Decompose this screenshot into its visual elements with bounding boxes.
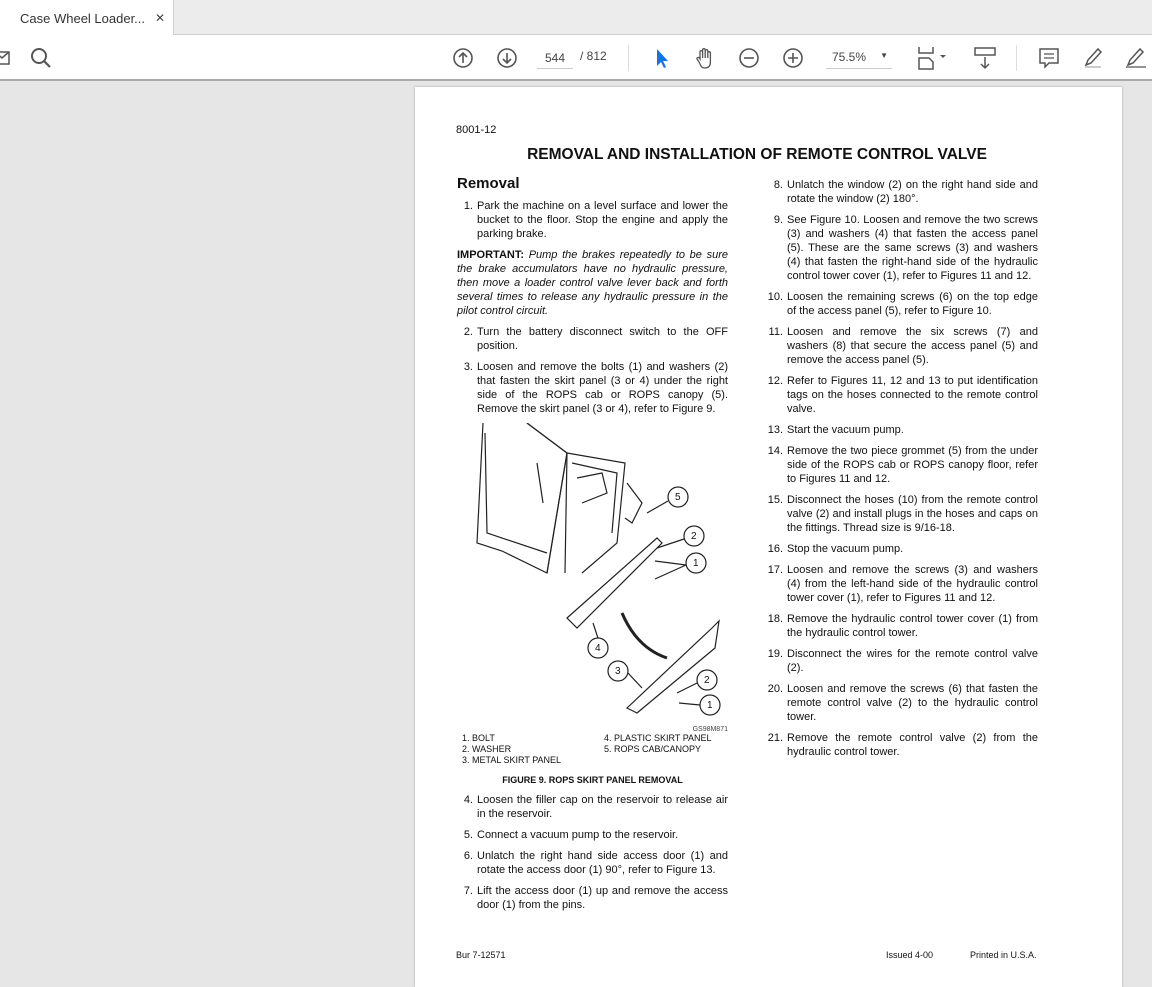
section-heading: Removal (457, 175, 520, 192)
step-number: 21. (767, 732, 783, 744)
callout-2: 2 (704, 675, 710, 686)
important-text: Pump the brakes repeatedly to be sure the brake accumulators have no hydraulic pressure, then move a loader control valve lever back and forth several times to release any hydraulic pressure in the pilot control circuit. (457, 249, 728, 317)
page-total: / 812 (580, 49, 607, 63)
step-number: 5. (463, 829, 473, 841)
step-text: See Figure 10. Loosen and remove the two screws (3) and washers (4) that fasten the access panel (5). These are the same screws (3) and washers (4) that fasten the right-hand side of the hydraulic control tower cover (1), refer to Figures 11 and 12. (787, 214, 1038, 282)
step-text: Remove the two piece grommet (5) from the under side of the ROPS cab or ROPS canopy floor, refer to Figures 11 and 12. (787, 445, 1038, 485)
step-number: 9. (773, 214, 783, 226)
step-number: 1. (463, 200, 473, 212)
legend-item: 2. WASHER (462, 744, 512, 754)
select-tool-icon[interactable] (650, 47, 672, 69)
step-text: Loosen and remove the bolts (1) and washers (2) that fasten the skirt panel (3 or 4) under the right side of the ROPS cab or ROPS canopy (5). Remove the skirt panel (3 or 4), refer to Figure 9. (477, 361, 728, 415)
chevron-down-icon: ▼ (880, 51, 888, 60)
step-item (767, 213, 1038, 283)
figure-legend-left (462, 733, 561, 766)
step-text: Disconnect the wires for the remote control valve (2). (787, 648, 1038, 674)
step-item (457, 884, 728, 912)
step-item (767, 542, 1038, 556)
zoom-in-icon[interactable] (782, 47, 804, 69)
close-tab-icon[interactable]: ✕ (155, 11, 166, 25)
footer-printed: Printed in U.S.A. (970, 950, 1037, 960)
step-text: Remove the hydraulic control tower cover (1) from the hydraulic control tower. (787, 613, 1038, 639)
callout-4: 4 (595, 643, 601, 654)
step-text: Turn the battery disconnect switch to the OFF position. (477, 326, 728, 352)
step-item (767, 493, 1038, 535)
page-number-input[interactable] (537, 47, 573, 69)
step-text: Stop the vacuum pump. (787, 543, 904, 555)
figure-code: GS98M871 (692, 726, 728, 733)
callout-1: 1 (693, 558, 699, 569)
step-text: Unlatch the window (2) on the right hand side and rotate the window (2) 180°. (787, 179, 1038, 205)
tab-title: Case Wheel Loader... (20, 10, 146, 26)
step-text: Start the vacuum pump. (787, 424, 904, 436)
search-icon[interactable] (30, 47, 52, 69)
step-item (767, 290, 1038, 318)
step-text: Loosen the filler cap on the reservoir to release air in the reservoir. (477, 794, 728, 820)
comment-icon[interactable] (1038, 47, 1060, 69)
step-item (457, 849, 728, 877)
footer-doc-number: Bur 7-12571 (456, 950, 506, 960)
step-item (457, 360, 728, 416)
step-number: 3. (463, 361, 473, 373)
step-text: Loosen and remove the screws (3) and washers (4) from the left-hand side of the hydraulic control tower cover (1), refer to Figures 11 and 12. (787, 564, 1038, 604)
legend-item: 4. PLASTIC SKIRT PANEL (604, 733, 712, 743)
callout-5: 5 (675, 492, 681, 503)
figure-legend-right (604, 733, 712, 755)
important-label: IMPORTANT: (457, 249, 525, 261)
rops-skirt-panel-illustration (457, 423, 728, 729)
step-text: Loosen the remaining screws (6) on the top edge of the access panel (5), refer to Figure 10. (787, 291, 1038, 317)
sign-icon[interactable] (1124, 47, 1146, 69)
step-text: Lift the access door (1) up and remove the access door (1) from the pins. (477, 885, 728, 911)
step-item (767, 682, 1038, 724)
left-column (457, 177, 728, 919)
step-number: 11. (768, 326, 783, 338)
fit-page-icon[interactable] (916, 47, 950, 69)
legend-item: 1. BOLT (462, 733, 495, 743)
step-number: 4. (463, 794, 473, 806)
mail-icon[interactable] (0, 47, 14, 69)
step-number: 13. (767, 424, 783, 436)
zoom-level-value: 75.5% (832, 50, 867, 64)
tab-bar (0, 0, 1152, 35)
step-text: Unlatch the right hand side access door (1) and rotate the access door (1) 90°, refer to Figure 13. (477, 850, 728, 876)
document-tab[interactable] (0, 0, 174, 36)
hand-tool-icon[interactable] (694, 47, 716, 69)
step-number: 12. (767, 375, 783, 387)
step-item (457, 828, 728, 842)
step-number: 15. (767, 494, 783, 506)
document-viewer[interactable] (0, 83, 1152, 972)
figure-9 (457, 423, 728, 765)
step-item (767, 444, 1038, 486)
callout-1: 1 (707, 700, 713, 711)
step-number: 8. (773, 179, 783, 191)
toolbar (0, 35, 1152, 81)
step-number: 6. (463, 850, 473, 862)
step-text: Connect a vacuum pump to the reservoir. (477, 829, 679, 841)
zoom-level-select[interactable] (826, 47, 892, 69)
highlight-pen-icon[interactable] (1082, 47, 1104, 69)
step-text: Loosen and remove the screws (6) that fasten the remote control valve (2) to the hydraulic control tower. (787, 683, 1038, 723)
next-page-icon[interactable] (496, 47, 518, 69)
page-title: REMOVAL AND INSTALLATION OF REMOTE CONTROL VALVE (527, 146, 987, 163)
right-column (767, 178, 1038, 766)
previous-page-icon[interactable] (452, 47, 474, 69)
step-text: Disconnect the hoses (10) from the remote control valve (2) and install plugs in the hoses and caps on the fittings. Thread size is 9/16-18. (787, 494, 1038, 534)
step-number: 2. (463, 326, 473, 338)
important-note (457, 248, 728, 318)
footer-issued: Issued 4-00 (886, 950, 934, 960)
step-item (767, 563, 1038, 605)
step-item (457, 325, 728, 353)
legend-item: 5. ROPS CAB/CANOPY (604, 744, 702, 754)
step-item (767, 612, 1038, 640)
step-number: 19. (767, 648, 783, 660)
step-number: 10. (767, 291, 783, 303)
zoom-out-icon[interactable] (738, 47, 760, 69)
page-header-code: 8001-12 (456, 124, 497, 136)
step-text: Refer to Figures 11, 12 and 13 to put identification tags on the hoses connected to the remote control valve. (787, 375, 1038, 415)
callout-2: 2 (691, 531, 697, 542)
scroll-mode-icon[interactable] (972, 47, 998, 69)
step-number: 16. (767, 543, 783, 555)
step-number: 20. (767, 683, 783, 695)
step-number: 14. (767, 445, 783, 457)
step-text: Park the machine on a level surface and lower the bucket to the floor. Stop the engine and apply the parking brake. (477, 200, 728, 240)
step-item (767, 731, 1038, 759)
step-text: Remove the remote control valve (2) from the hydraulic control tower. (787, 732, 1038, 758)
divider (1016, 45, 1017, 71)
step-item (457, 793, 728, 821)
step-text: Loosen and remove the six screws (7) and washers (8) that secure the access panel (5) and remove the access panel (5). (787, 326, 1038, 366)
step-item (767, 647, 1038, 675)
divider (628, 45, 629, 71)
step-number: 7. (463, 885, 473, 897)
step-item (767, 423, 1038, 437)
legend-item: 3. METAL SKIRT PANEL (462, 755, 562, 765)
step-number: 17. (767, 564, 783, 576)
figure-caption: FIGURE 9. ROPS SKIRT PANEL REMOVAL (502, 775, 683, 785)
step-item (767, 374, 1038, 416)
step-item (767, 178, 1038, 206)
callout-3: 3 (615, 666, 621, 677)
step-number: 18. (767, 613, 783, 625)
step-item (457, 199, 728, 241)
pdf-page (415, 87, 1122, 987)
step-item (767, 325, 1038, 367)
